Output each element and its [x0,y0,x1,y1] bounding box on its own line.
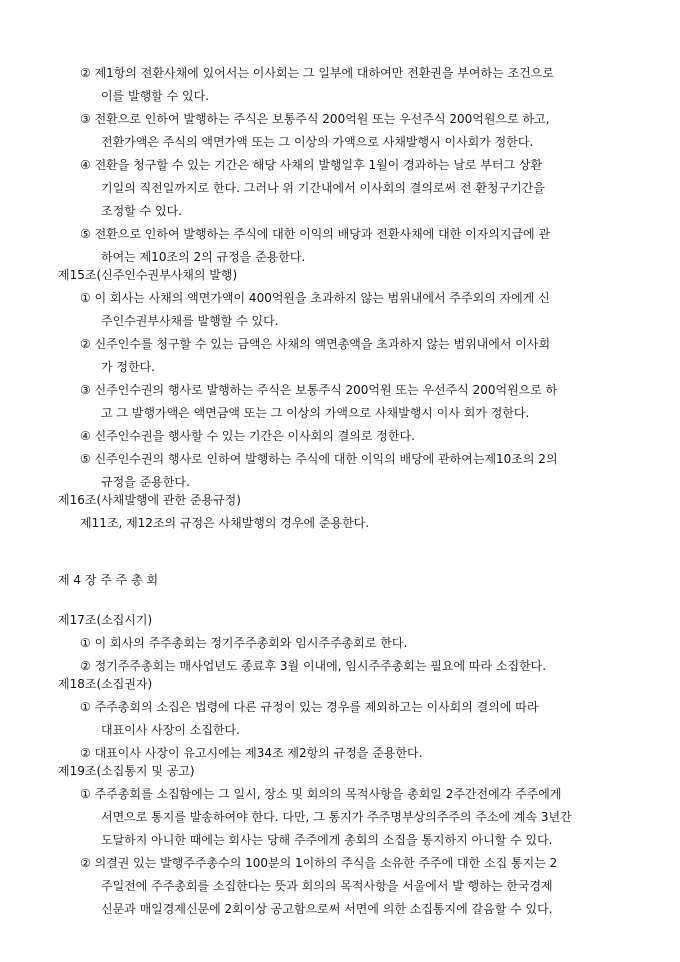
text-line: 주일전에 주주총회를 소집한다는 뜻과 회의의 목적사항을 서울에서 발 행하는 한국경제 [101,879,553,893]
text-line: ② 정기주주총회는 매사업년도 종료후 3월 이내에, 임시주주총회는 필요에 따라 소집한다. [80,659,547,673]
text-line: ② 신주인수를 청구할 수 있는 금액은 사채의 액면총액을 초과하지 않는 범위내에서 이사회 [80,337,551,351]
text-line: ③ 전환으로 인하여 발행하는 주식은 보통주식 200억원 또는 우선주식 200억원으로 하고, [80,112,550,126]
text-line: 하여는 제10조의 2의 규정을 준용한다. [101,250,306,264]
text-line: 주인수권부사채를 발행할 수 있다. [101,314,279,328]
text-line: 도달하지 아니한 때에는 회사는 당해 주주에게 총회의 소집을 통지하지 아니할 수 있다. [101,833,553,847]
heading-line: 제16조(사채발행에 관한 준용규정) [58,493,241,507]
text-line: 가 정한다. [101,360,155,374]
text-line: ① 주주총회의 소집은 법령에 다른 규정이 있는 경우를 제외하고는 이사회의 결의에 따라 [80,700,539,714]
text-line: ① 주주총회를 소집함에는 그 일시, 장소 및 회의의 목적사항을 총회일 2주간전에각 주주에게 [80,787,562,801]
text-line: ⑤ 전환으로 인하여 발행하는 주식에 대한 이익의 배당과 전환사채에 대한 이자의지급에 관 [80,227,551,241]
text-line: 신문과 매일경제신문에 2회이상 공고함으로써 서면에 의한 소집통지에 갈음할 수 있다. [101,902,553,916]
text-line: 대표이사 사장이 소집한다. [101,723,240,737]
heading-line: 제15조(신주인수권부사채의 발행) [58,268,238,282]
text-line: 고 그 발행가액은 액면금액 또는 그 이상의 가액으로 사채발행시 이사 회가 정한다. [101,406,530,420]
heading-line: 제18조(소집권자) [58,677,153,691]
text-line: ④ 신주인수권을 행사할 수 있는 기간은 이사회의 결의로 정한다. [80,429,415,443]
text-line: 기일의 직전일까지로 한다. 그러나 위 기간내에서 이사회의 결의로써 전 환청구기간을 [101,181,545,195]
text-line: ③ 신주인수권의 행사로 발행하는 주식은 보통주식 200억원 또는 우선주식 200억원으로 하 [80,383,558,397]
text-line: 제11조, 제12조의 규정은 사채발행의 경우에 준용한다. [80,516,370,530]
text-line: 서면으로 통지를 발송하여야 한다. 다만, 그 통지가 주주명부상의주주의 주소에 계속 3년간 [101,810,572,824]
heading-line: 제19조(소집통지 및 공고) [58,764,195,778]
heading-line: 제 4 장 주 주 총 회 [58,573,159,587]
text-line: ② 대표이사 사장이 유고시에는 제34조 제2항의 규정을 준용한다. [80,746,423,760]
text-line: ④ 전환을 청구할 수 있는 기간은 해당 사채의 발행일후 1월이 경과하는 날로 부터그 상환 [80,158,543,172]
text-line: 전환가액은 주식의 액면가액 또는 그 이상의 가액으로 사채발행시 이사회가 정한다. [101,135,534,149]
heading-line: 제17조(소집시기) [58,613,153,627]
text-line: 규정을 준용한다. [101,475,190,489]
text-line: 조정할 수 있다. [101,204,182,218]
text-line: ① 이 회사는 사채의 액면가액이 400억원을 초과하지 않는 범위내에서 주주외의 자에게 신 [80,291,550,305]
text-line: ② 의결권 있는 발행주주총수의 100분의 1이하의 주식을 소유한 주주에 대한 소집 통지는 2 [80,856,558,870]
text-line: ② 제1항의 전환사채에 있어서는 이사회는 그 일부에 대하여만 전환권을 부여하는 조건으로 [80,66,554,80]
text-line: ① 이 회사의 주주총회는 정기주주총회와 임시주주총회로 한다. [80,636,408,650]
text-line: ⑤ 신주인수권의 행사로 인하여 발행하는 주식에 대한 이익의 배당에 관하여는제10조의 2의 [80,452,558,466]
text-line: 이를 발행할 수 있다. [101,89,209,103]
